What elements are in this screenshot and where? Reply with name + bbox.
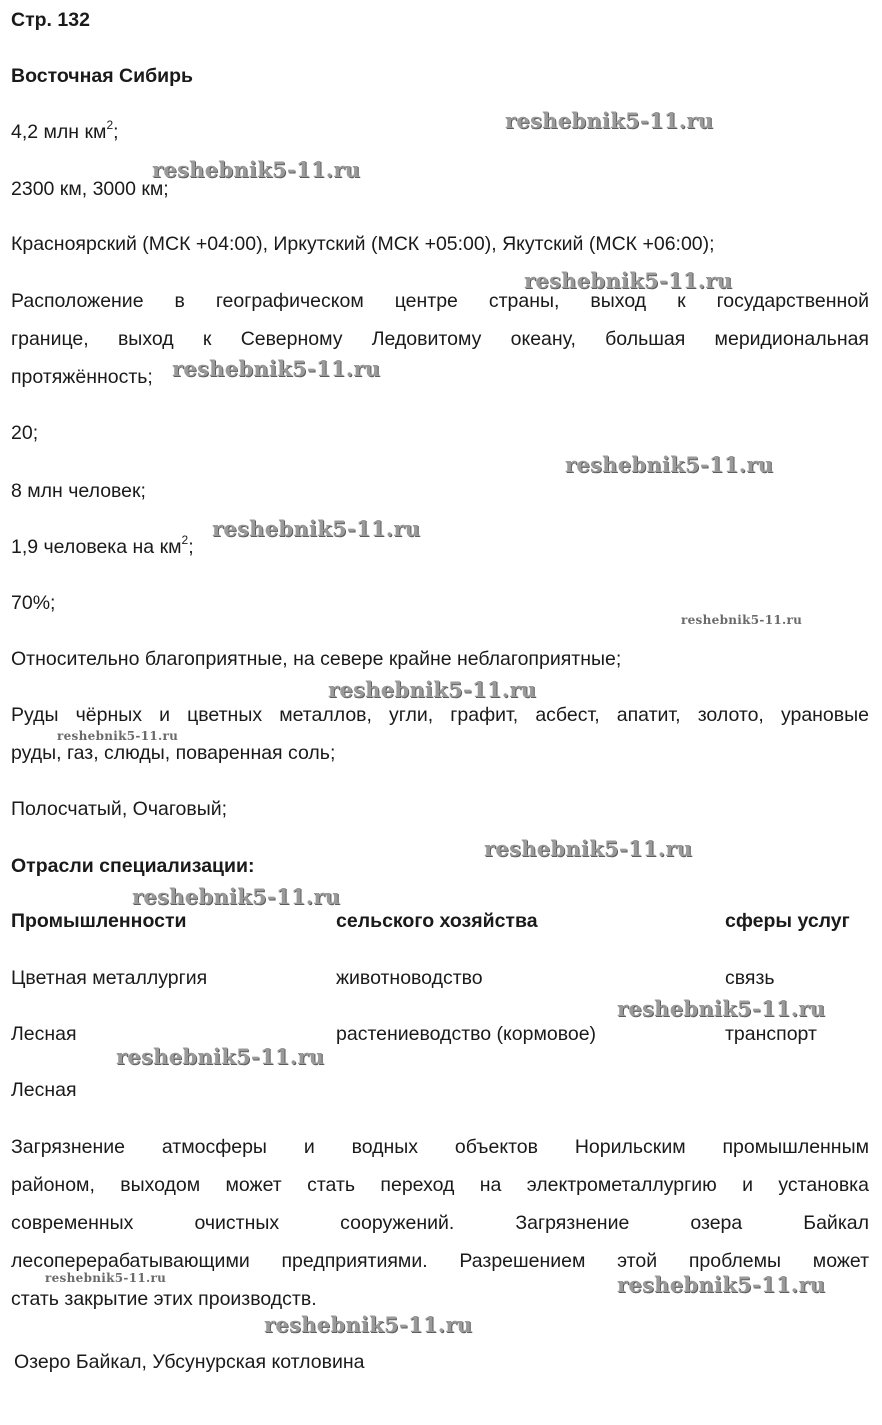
resources-line-1: Руды чёрных и цветных металлов, угли, графит, асбест, апатит, золото, урановые: [11, 704, 869, 726]
watermark: reshebnik5-11.ru: [484, 836, 693, 861]
watermark: reshebnik5-11.ru: [681, 613, 803, 627]
ecology-line-2: районом, выходом может стать переход на электрометаллургию и установка: [11, 1174, 869, 1196]
table-header-agriculture: сельского хозяйства: [336, 910, 538, 932]
area-line: [11, 117, 119, 144]
table-row-2-industry: Лесная: [11, 1023, 77, 1045]
table-header-industry: Промышленности: [11, 910, 187, 932]
watermark: reshebnik5-11.ru: [132, 884, 341, 909]
area-value: 4,2 млн км: [11, 121, 107, 143]
ecology-line-1: Загрязнение атмосферы и водных объектов Норильским промышленным: [11, 1136, 869, 1158]
specialization-title: Отрасли специализации:: [11, 855, 255, 877]
table-row-1-services: связь: [725, 967, 775, 989]
density-value: 1,9 человека на км: [11, 536, 182, 558]
population-line: 8 млн человек;: [11, 480, 146, 502]
position-line-3: протяжённость;: [11, 366, 153, 388]
conditions-line: Относительно благоприятные, на севере крайне неблагоприятные;: [11, 648, 622, 670]
urban-share-line: 70%;: [11, 592, 56, 614]
watermark: reshebnik5-11.ru: [617, 1272, 826, 1297]
table-row-3-industry: Лесная: [11, 1079, 77, 1101]
table-header-services: сферы услуг: [725, 910, 850, 932]
table-row-1-industry: Цветная металлургия: [11, 967, 208, 989]
table-row-2-agriculture: растениеводство (кормовое): [336, 1023, 597, 1045]
density-sup: 2: [181, 532, 189, 547]
area-tail: ;: [113, 121, 119, 143]
watermark: reshebnik5-11.ru: [116, 1044, 325, 1069]
extent-line: 2300 км, 3000 км;: [11, 178, 169, 200]
position-line-1: Расположение в географическом центре страны, выход к государственной: [11, 290, 869, 312]
watermark: reshebnik5-11.ru: [328, 677, 537, 702]
page-label: Стр. 132: [11, 9, 90, 31]
ecology-line-4: лесоперерабатывающими предприятиями. Разрешением этой проблемы может: [11, 1250, 869, 1272]
ecology-line-3: современных очистных сооружений. Загрязнение озера Байкал: [11, 1212, 869, 1234]
settlement-type-line: Полосчатый, Очаговый;: [11, 798, 228, 820]
watermark: reshebnik5-11.ru: [617, 996, 826, 1021]
table-row-1-agriculture: животноводство: [336, 967, 483, 989]
density-tail: ;: [188, 536, 194, 558]
time-zones-line: Красноярский (МСК +04:00), Иркутский (МСК +05:00), Якутский (МСК +06:00);: [11, 233, 715, 255]
resources-line-2: руды, газ, слюды, поваренная соль;: [11, 742, 336, 764]
watermark: reshebnik5-11.ru: [57, 729, 179, 743]
watermark: reshebnik5-11.ru: [565, 452, 774, 477]
position-line-2: границе, выход к Северному Ледовитому океану, большая меридиональная: [11, 328, 869, 350]
watermark: reshebnik5-11.ru: [212, 516, 421, 541]
area-sup: 2: [106, 117, 114, 132]
density-line: [11, 532, 194, 559]
watermark: reshebnik5-11.ru: [524, 268, 733, 293]
watermark: reshebnik5-11.ru: [172, 356, 381, 381]
watermark: reshebnik5-11.ru: [45, 1271, 167, 1285]
ecology-line-5: стать закрытие этих производств.: [11, 1288, 317, 1310]
watermark: reshebnik5-11.ru: [505, 108, 714, 133]
protected-areas-line: Озеро Байкал, Убсунурская котловина: [14, 1351, 365, 1373]
watermark: reshebnik5-11.ru: [264, 1312, 473, 1337]
watermark: reshebnik5-11.ru: [152, 157, 361, 182]
table-row-2-services: транспорт: [725, 1023, 817, 1045]
region-title: Восточная Сибирь: [11, 65, 194, 87]
subjects-count-line: 20;: [11, 422, 39, 444]
